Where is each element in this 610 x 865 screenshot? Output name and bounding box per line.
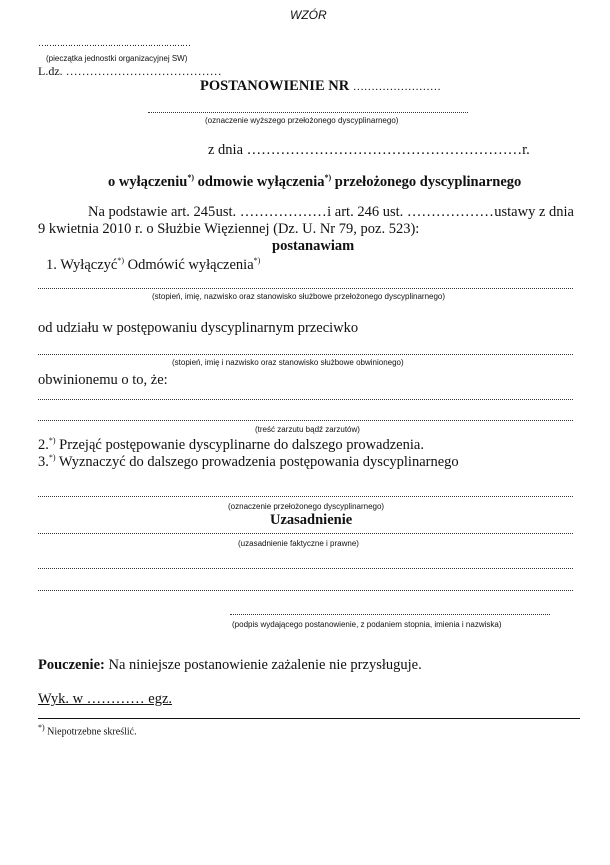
legal-basis-act: ustawy z dnia (494, 204, 574, 220)
item-2-text: Przejąć postępowanie dyscyplinarne do dalszego prowadzenia. (55, 436, 424, 453)
footnote-mark: *) (253, 256, 261, 265)
justification-field-1[interactable] (38, 533, 573, 534)
item-2[interactable] (38, 436, 424, 454)
signature-caption: (podpis wydającego postanowienie, z podaniem stopnia, imienia i nazwiska) (232, 620, 502, 629)
superior-person-caption: (stopień, imię, nazwisko oraz stanowisko służbowe przełożonego dyscyplinarnego) (152, 292, 446, 301)
subtitle-part3: przełożonego dyscyplinarnego (331, 173, 522, 190)
number-field[interactable]: …………………… (352, 81, 441, 93)
signature-field[interactable] (230, 614, 550, 615)
superior-field[interactable] (148, 112, 468, 113)
subtitle-part2: odmowie wyłączenia (194, 173, 325, 190)
stamp-dots: ………………………………………………… (38, 38, 190, 48)
item-1-exclude-option[interactable]: 1. Wyłączyć (46, 256, 118, 273)
participation-text: od udziału w postępowaniu dyscyplinarnym przeciwko (38, 320, 359, 336)
footnote-divider (38, 718, 580, 719)
instruction-text: Na niniejsze postanowienie zażalenie nie przysługuje. (104, 657, 422, 673)
accused-caption: (stopień, imię i nazwisko oraz stanowisko służbowe obwinionego) (172, 358, 404, 367)
legal-basis-line2: 9 kwietnia 2010 r. o Służbie Więziennej (Dz. U. Nr 79, poz. 523): (38, 221, 420, 237)
footnote-mark: *) (48, 453, 56, 462)
copies-field[interactable]: Wyk. w ………… egz. (38, 691, 173, 707)
stamp-caption: (pieczątka jednostki organizacyjnej SW) (46, 54, 188, 63)
date-field[interactable]: z dnia …………………………………………………r. (208, 142, 530, 158)
item-3[interactable] (38, 453, 459, 471)
designated-field[interactable] (38, 496, 573, 497)
charge-caption: (treść zarzutu bądź zarzutów) (255, 425, 360, 434)
instruction-label: Pouczenie: (38, 657, 105, 673)
superior-person-field[interactable] (38, 288, 573, 289)
item-3-number: 3. (38, 453, 49, 470)
item-1 (46, 256, 260, 274)
charge-field-2[interactable] (38, 420, 573, 421)
page-title (200, 78, 441, 95)
superior-caption: (oznaczenie wyższego przełożonego dyscyplinarnego) (205, 116, 399, 125)
title-text: POSTANOWIENIE NR (200, 78, 350, 94)
item-3-text: Wyznaczyć do dalszego prowadzenia postępowania dyscyplinarnego (55, 453, 459, 470)
justification-field-2[interactable] (38, 568, 573, 569)
decision-word: postanawiam (272, 238, 355, 254)
instruction (38, 657, 422, 674)
footnote-mark: *) (324, 173, 332, 182)
justification-title: Uzasadnienie (270, 512, 353, 528)
footnote-mark: *) (38, 723, 45, 732)
item-1-refuse-option[interactable]: Odmówić wyłączenia (124, 256, 254, 273)
charge-field-1[interactable] (38, 399, 573, 400)
subtitle-part1: o wyłączeniu (108, 173, 188, 190)
justification-caption: (uzasadnienie faktyczne i prawne) (238, 539, 359, 548)
ldz-field[interactable]: L.dz. ………………………………… (38, 64, 222, 78)
item-2-number: 2. (38, 436, 49, 453)
accused-text: obwinionemu o to, że: (38, 372, 168, 388)
designated-caption: (oznaczenie przełożonego dyscyplinarnego) (228, 502, 385, 511)
legal-basis-art245: Na podstawie art. 245 (88, 204, 216, 220)
accused-field[interactable] (38, 354, 573, 355)
form-template-label: WZÓR (290, 8, 327, 22)
legal-basis-line1 (88, 204, 574, 221)
art245-ust-field[interactable]: ust. ……………… (215, 204, 327, 220)
footnote-mark: *) (187, 173, 195, 182)
footnote-mark: *) (48, 436, 56, 445)
footnote (38, 723, 137, 737)
footnote-text: Niepotrzebne skreślić. (44, 726, 137, 738)
decision-subtitle (108, 173, 521, 191)
justification-field-3[interactable] (38, 590, 573, 591)
footnote-mark: *) (117, 256, 124, 265)
art246-ust-field[interactable]: i art. 246 ust. ……………… (327, 204, 494, 220)
